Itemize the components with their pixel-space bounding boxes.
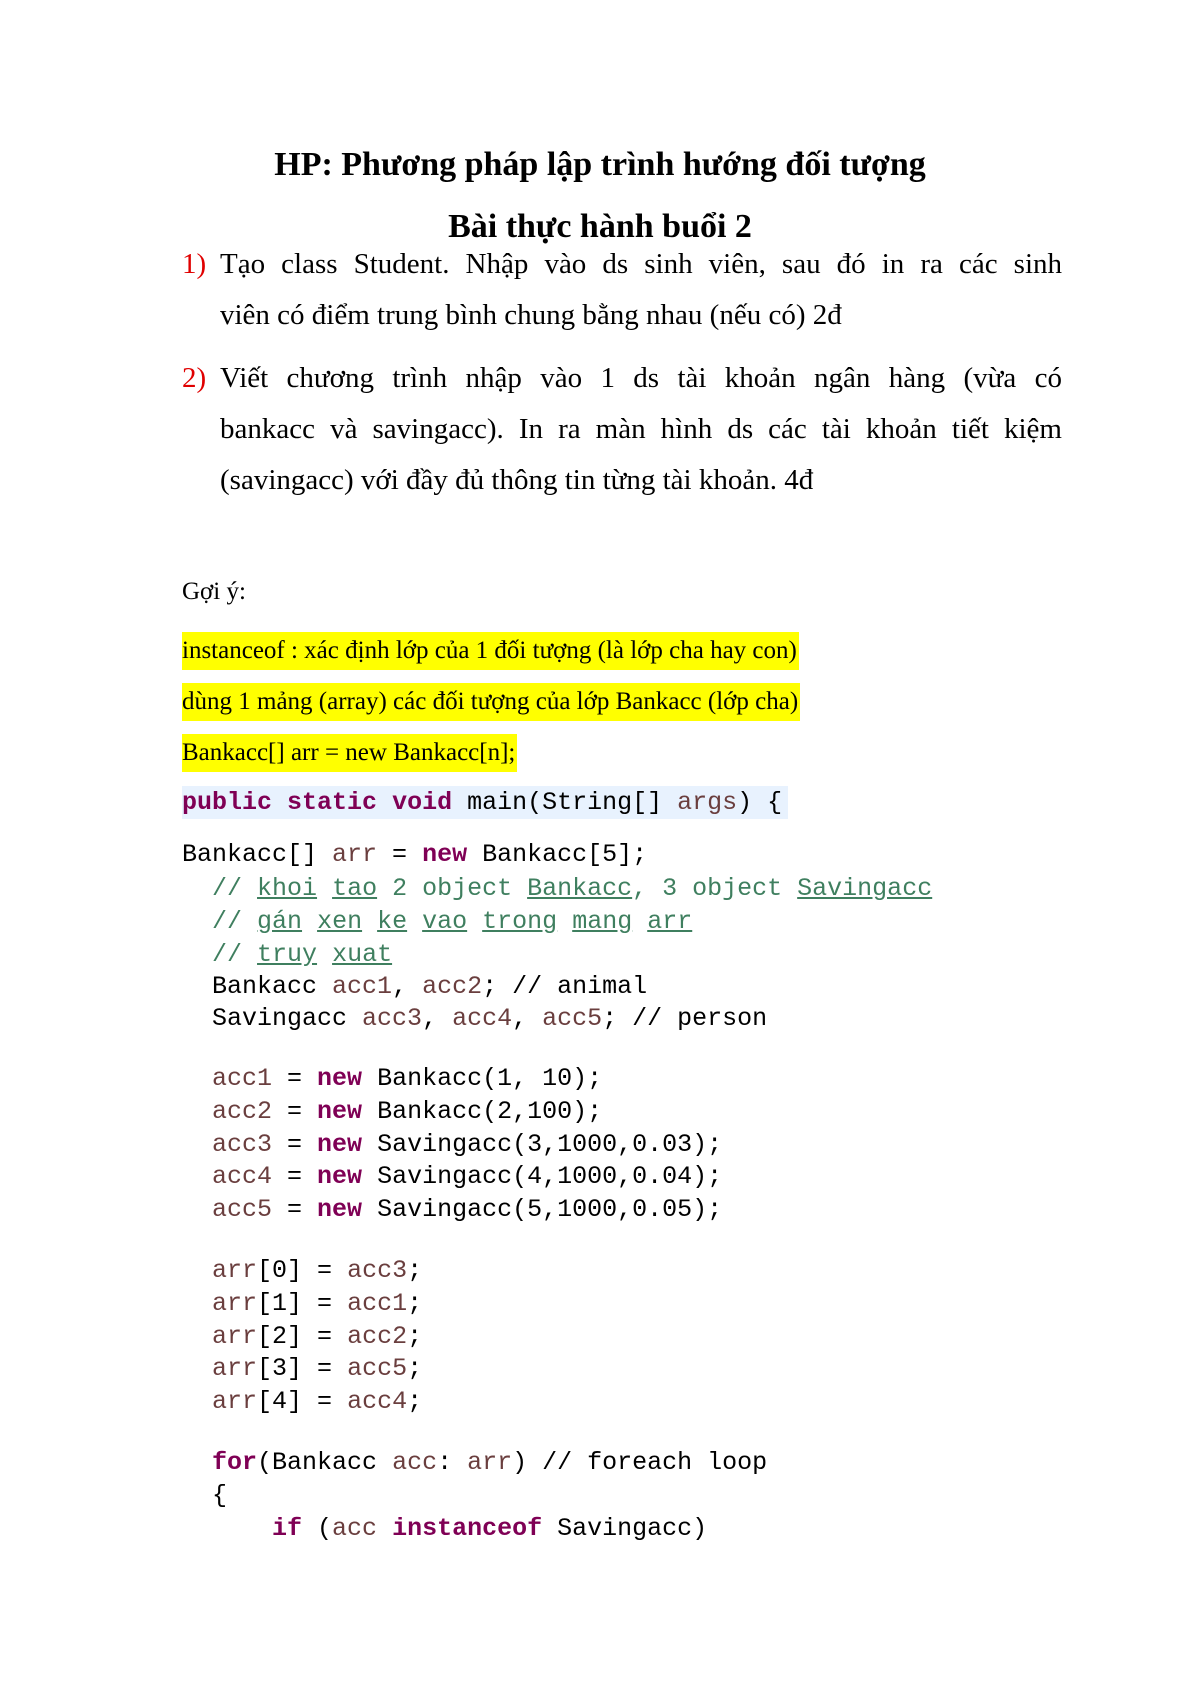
task-line: bankacc và savingacc). In ra màn hình ds các tài khoản tiết kiệm — [220, 413, 1062, 445]
code-comment: // gán xen ke vao trong mang arr — [212, 907, 693, 936]
task-1 — [182, 248, 1062, 348]
highlighted-hint: Bankacc[] arr = new Bankacc[n]; — [182, 734, 517, 772]
document-title: HP: Phương pháp lập trình hướng đối tượng — [274, 146, 926, 183]
code-line: for(Bankacc acc: arr) // foreach loop — [212, 1448, 768, 1477]
code-line: arr[1] = acc1; — [212, 1289, 423, 1318]
task-line: Tạo class Student. Nhập vào ds sinh viên, sau đó in ra các sinh — [220, 248, 1062, 280]
code-line: acc4 = new Savingacc(4,1000,0.04); — [212, 1162, 723, 1191]
code-line: acc2 = new Bankacc(2,100); — [212, 1097, 603, 1126]
code-line: Savingacc acc3, acc4, acc5; // person — [212, 1004, 768, 1033]
code-line: { — [212, 1481, 228, 1510]
code-line: arr[0] = acc3; — [212, 1256, 423, 1285]
code-line: acc5 = new Savingacc(5,1000,0.05); — [212, 1195, 723, 1224]
code-line: Bankacc acc1, acc2; // animal — [212, 972, 648, 1001]
code-line-main: public static void main(String[] args) { — [182, 786, 788, 819]
document-subtitle: Bài thực hành buổi 2 — [448, 208, 752, 245]
task-line: (savingacc) với đầy đủ thông tin từng tài khoản. 4đ — [220, 464, 814, 496]
code-line: acc1 = new Bankacc(1, 10); — [212, 1064, 603, 1093]
code-line: Bankacc[] arr = new Bankacc[5]; — [182, 840, 648, 869]
highlighted-hint: instanceof : xác định lớp của 1 đối tượng (là lớp cha hay con) — [182, 632, 799, 670]
code-line: acc3 = new Savingacc(3,1000,0.03); — [212, 1130, 723, 1159]
hint-label: Gợi ý: — [182, 578, 246, 605]
task-line: viên có điểm trung bình chung bằng nhau (nếu có) 2đ — [220, 299, 842, 331]
task-number: 2) — [182, 362, 207, 394]
task-number: 1) — [182, 248, 207, 280]
task-2 — [182, 362, 1062, 522]
code-comment: // truy xuat — [212, 940, 393, 969]
code-comment: // khoi tao 2 object Bankacc, 3 object Savingacc — [212, 874, 933, 903]
task-line: Viết chương trình nhập vào 1 ds tài khoản ngân hàng (vừa có — [220, 362, 1062, 394]
code-line: arr[3] = acc5; — [212, 1354, 423, 1383]
code-line: arr[2] = acc2; — [212, 1322, 423, 1351]
highlighted-hint: dùng 1 mảng (array) các đối tượng của lớp Bankacc (lớp cha) — [182, 683, 800, 721]
code-line: arr[4] = acc4; — [212, 1387, 423, 1416]
code-line: if (acc instanceof Savingacc) — [272, 1514, 708, 1543]
